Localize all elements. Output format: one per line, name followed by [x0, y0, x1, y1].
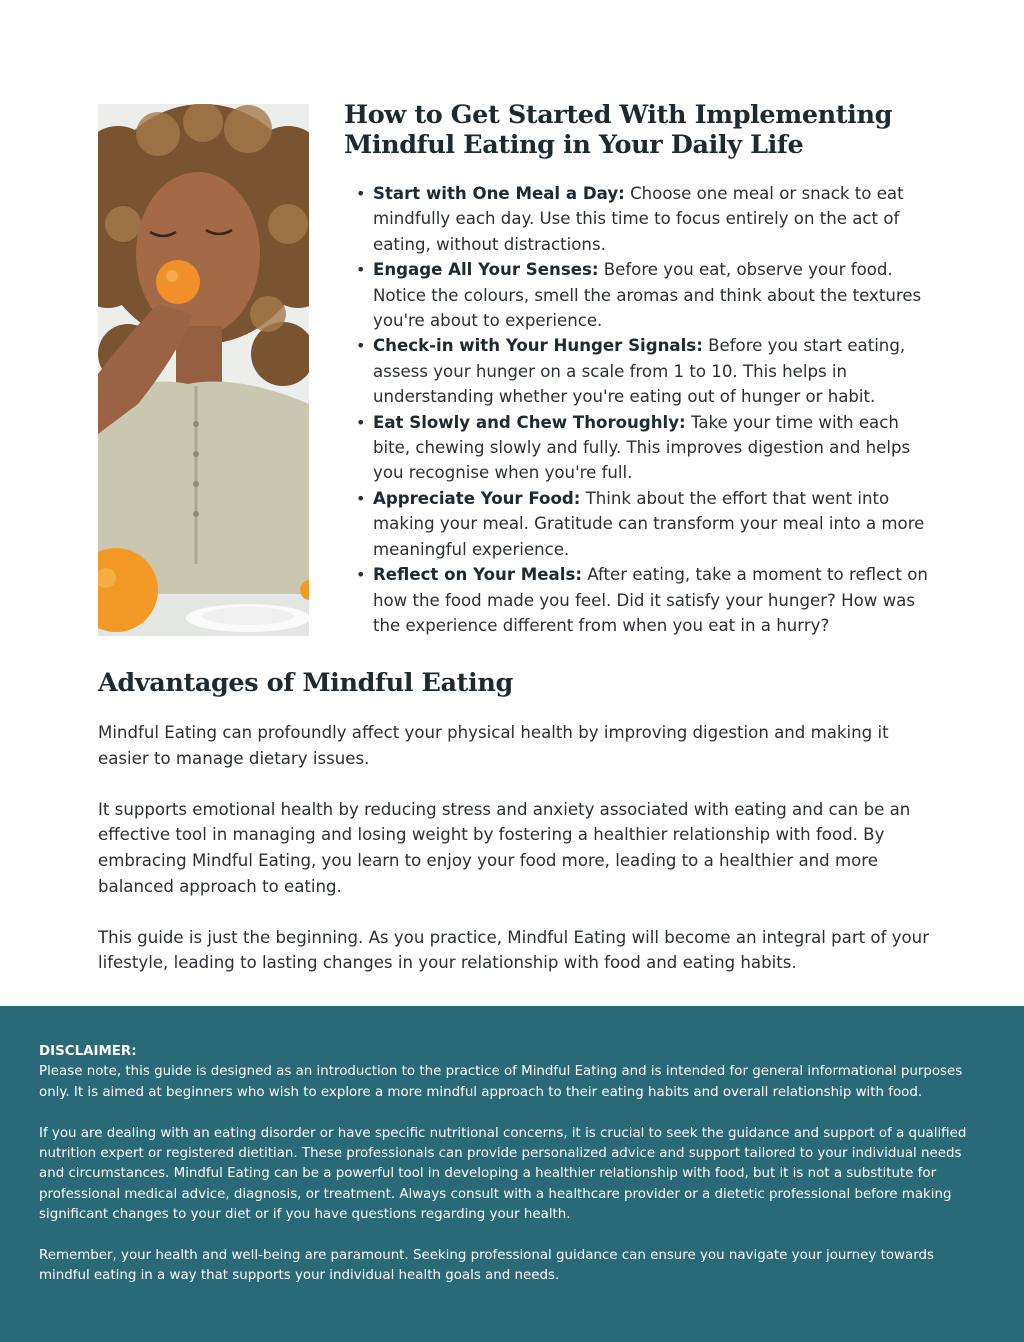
step-text: Before you start eating, assess your hunger on a scale from 1 to 10. This helps in understanding whether you're eating out of hunger or habit.	[373, 336, 906, 407]
list-item	[354, 257, 929, 333]
step-text: Choose one meal or snack to eat mindfully each day. Use this time to focus entirely on the act of eating, without distractions.	[373, 184, 904, 254]
disclaimer-paragraph: Remember, your health and well-being are paramount. Seeking professional guidance can ensure you navigate your journey towards mindful eating in a way that supports your individual health goals and needs.	[39, 1248, 934, 1284]
bullet-icon: •	[356, 184, 366, 203]
list-item	[354, 562, 929, 638]
disclaimer-paragraph: If you are dealing with an eating disorder or have specific nutritional concerns, it is crucial to seek the guidance and support of a qualified nutrition expert or registered dietitian. These professionals can provide personalized advice and support tailored to your individual needs and circumstances. Mindful Eating can be a powerful tool in developing a healthier relationship with food, but it is not a substitute for professional medical advice, diagnosis, or treatment. Always consult with a healthcare provider or a dietetic professional before making significant changes to your diet or if you have questions regarding your health.	[39, 1125, 967, 1223]
steps-heading-line1: How to Get Started With Implementing	[344, 100, 893, 130]
step-text: After eating, take a moment to reflect on how the food made you feel. Did it satisfy your hunger? How was the experience different from when you eat in a hurry?	[373, 565, 928, 635]
disclaimer-footer	[0, 1006, 1024, 1342]
step-title: Start with One Meal a Day:	[373, 184, 625, 203]
bullet-icon: •	[356, 488, 366, 508]
step-title: Engage All Your Senses:	[373, 260, 599, 280]
list-item	[354, 486, 929, 562]
bullet-icon: •	[356, 336, 366, 356]
step-title: Reflect on Your Meals:	[373, 565, 582, 585]
steps-heading-line2: Mindful Eating in Your Daily Life	[344, 130, 804, 160]
advantages-paragraph: This guide is just the beginning. As you practice, Mindful Eating will become an integral part of your lifestyle, leading to lasting changes in your relationship with food and eating habits.	[98, 927, 930, 973]
list-item	[354, 181, 929, 257]
advantages-body	[98, 720, 938, 1002]
step-title: Eat Slowly and Chew Thoroughly:	[373, 412, 686, 432]
disclaimer-content	[39, 1042, 987, 1307]
step-title: Check-in with Your Hunger Signals:	[373, 336, 703, 356]
list-item	[354, 333, 929, 409]
bullet-icon: •	[356, 412, 366, 432]
bullet-icon: •	[356, 565, 366, 585]
steps-heading	[344, 100, 944, 160]
step-title: Appreciate Your Food:	[373, 488, 581, 508]
disclaimer-paragraph: Please note, this guide is designed as an introduction to the practice of Mindful Eating and is intended for general informational purposes only. It is aimed at beginners who wish to explore a more mindful approach to their eating habits and overall relationship with food.	[39, 1064, 963, 1100]
advantages-paragraph: It supports emotional health by reducing stress and anxiety associated with eating and can be an effective tool in managing and losing weight by fostering a healthier relationship with food. By embracing Mindful Eating, you learn to enjoy your food more, leading to a healthier and more balanced approach to eating.	[98, 799, 911, 896]
step-text: Think about the effort that went into making your meal. Gratitude can transform your meal into a more meaningful experience.	[373, 488, 925, 559]
advantages-heading: Advantages of Mindful Eating	[98, 668, 513, 698]
woman-eating-orange-photo	[98, 104, 309, 636]
list-item	[354, 410, 929, 486]
advantages-paragraph: Mindful Eating can profoundly affect your physical health by improving digestion and making it easier to manage dietary issues.	[98, 723, 889, 768]
step-text: Before you eat, observe your food. Notice the colours, smell the aromas and think about the textures you're about to experience.	[373, 260, 922, 331]
disclaimer-label: DISCLAIMER:	[39, 1044, 137, 1059]
step-text: Take your time with each bite, chewing slowly and fully. This improves digestion and helps you recognise when you're full.	[373, 412, 911, 483]
bullet-icon: •	[356, 260, 366, 280]
steps-list	[354, 181, 929, 638]
